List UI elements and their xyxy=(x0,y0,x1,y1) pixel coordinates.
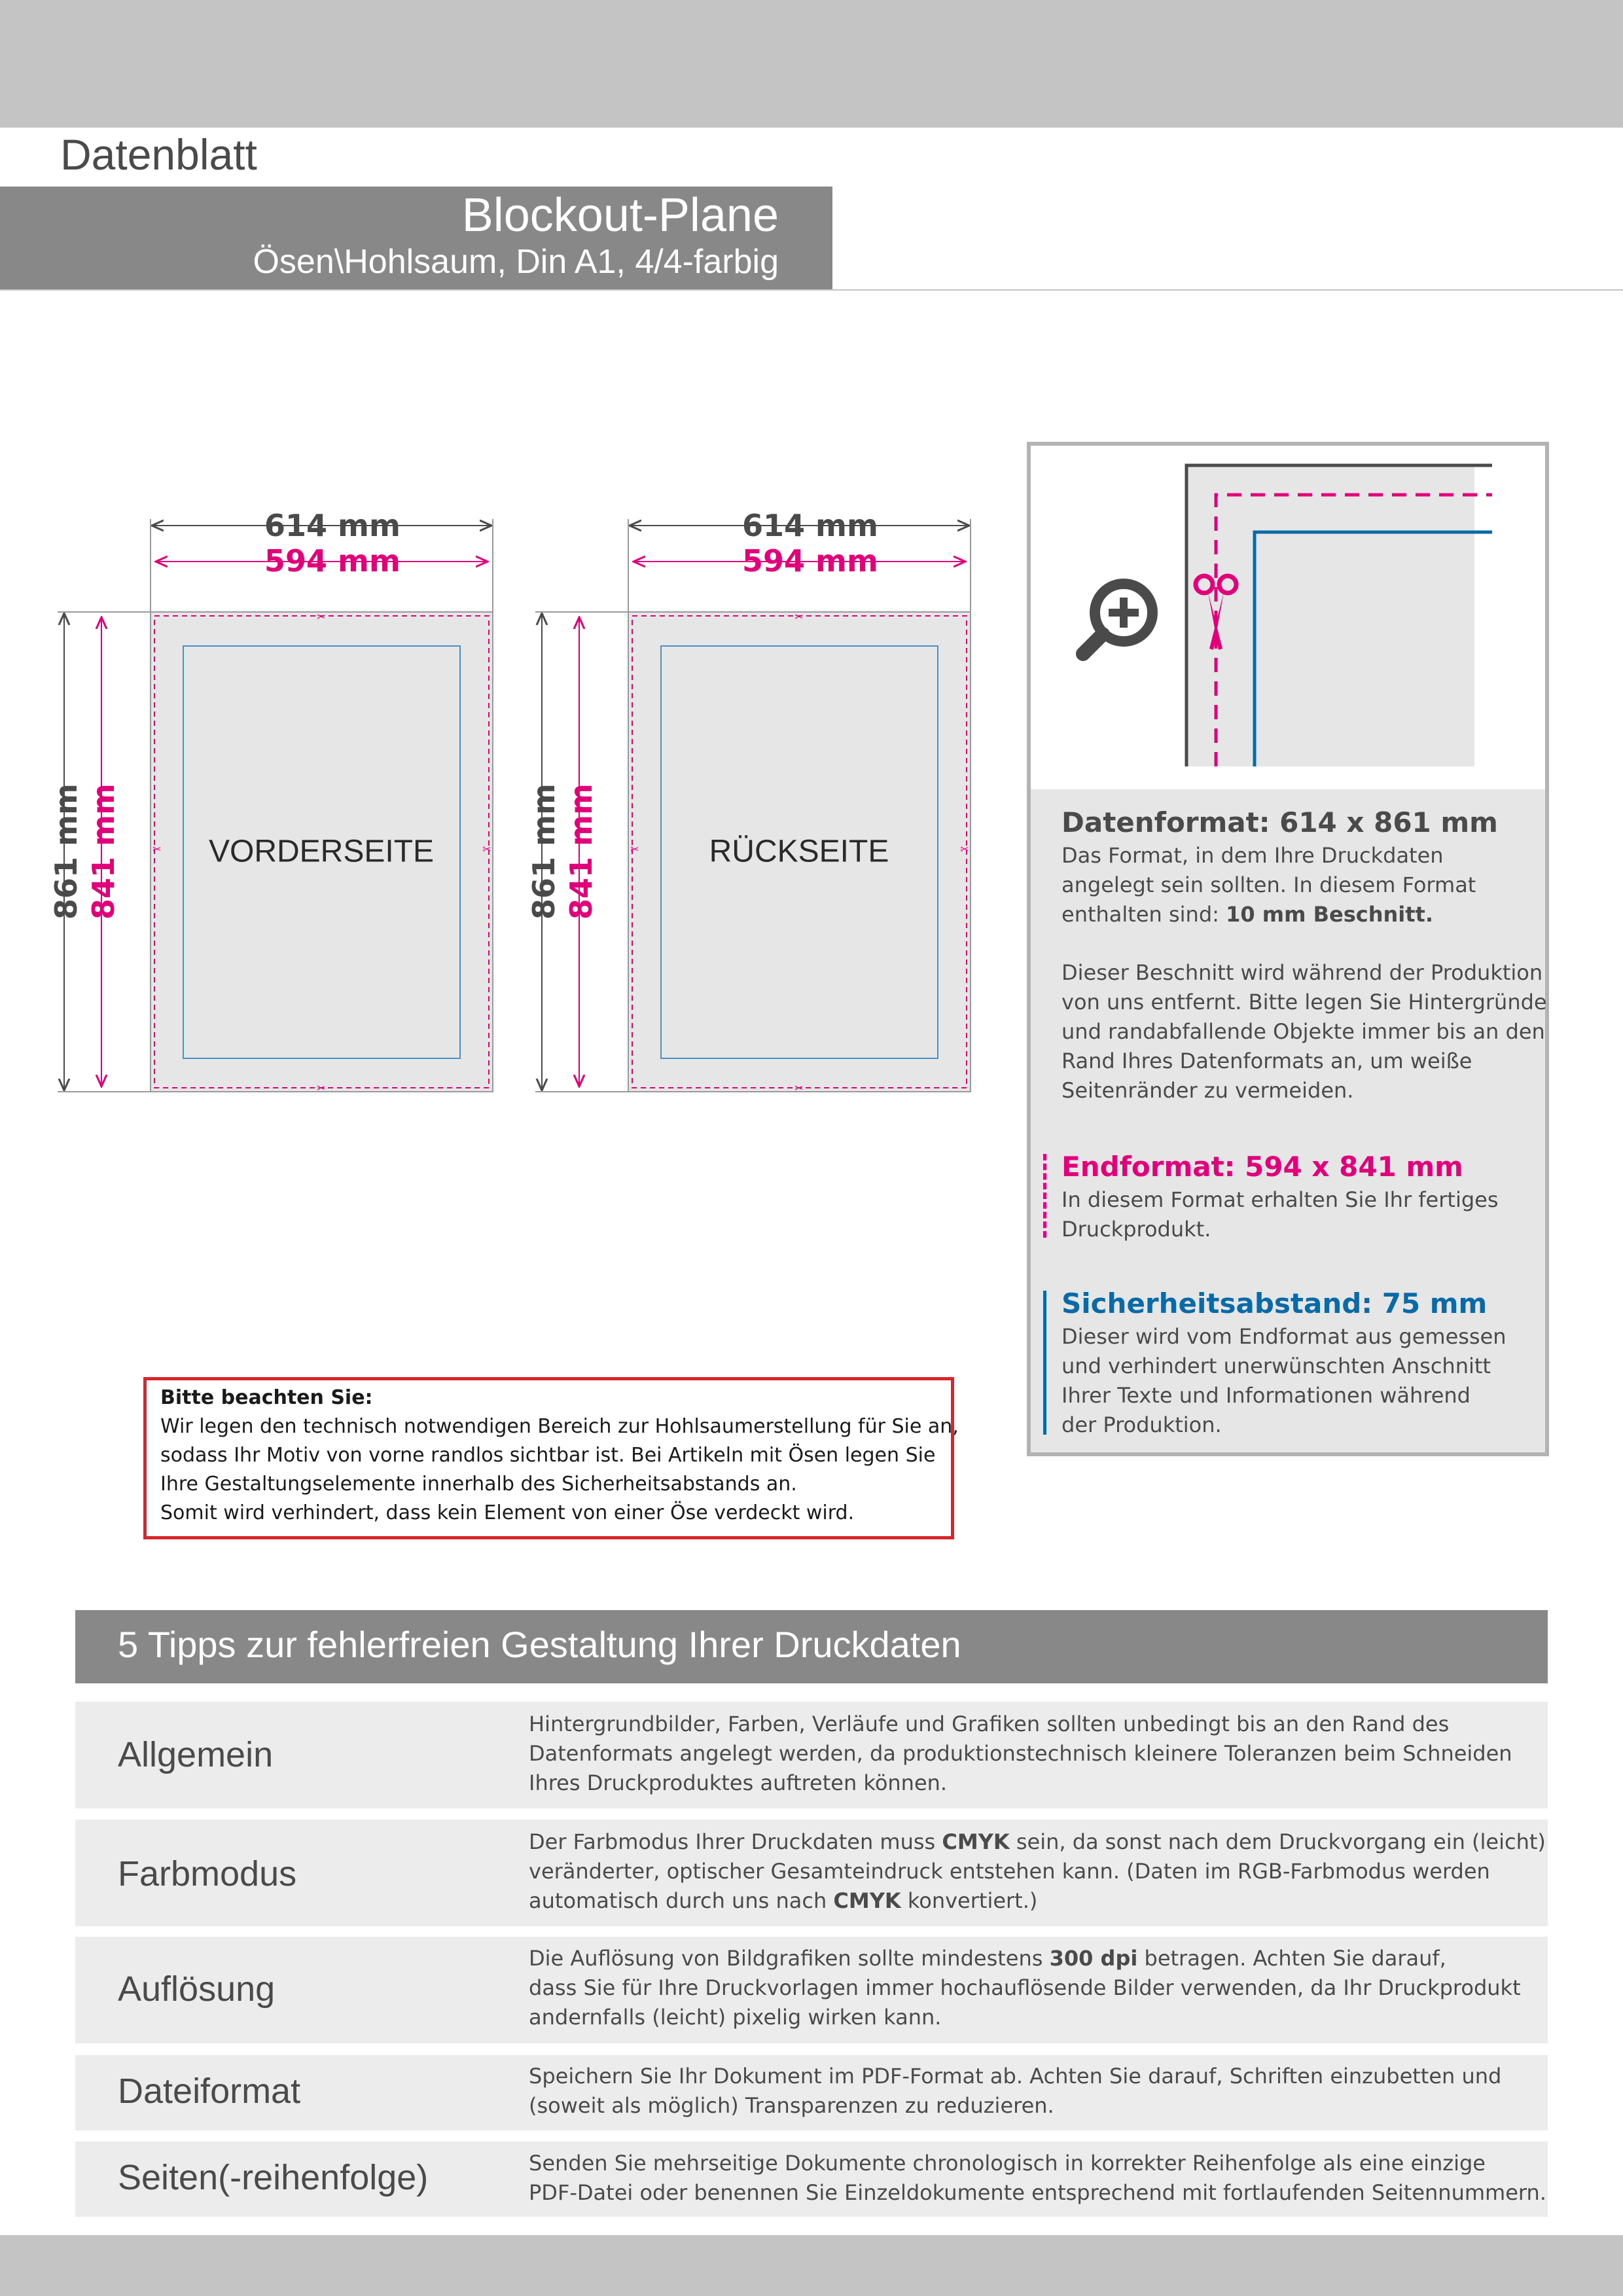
endformat-line-2: Druckprodukt. xyxy=(1061,1217,1211,1242)
front-width-total-label: 614 mm xyxy=(264,508,401,543)
tip-text-seiten-1: Senden Sie mehrseitige Dokumente chronologisch in korrekter Reihenfolge als eine einzige xyxy=(529,2151,1486,2176)
tip-text-aufloesung-1: Die Auflösung von Bildgrafiken sollte mindestens 300 dpi betragen. Achten Sie darauf, xyxy=(529,1946,1446,1971)
product-subtitle: Ösen\Hohlsaum, Din A1, 4/4-farbig xyxy=(253,243,779,281)
doc-type-label: Datenblatt xyxy=(60,130,257,179)
tip-name-aufloesung: Auflösung xyxy=(118,1969,276,2009)
tip-text-farbmodus-3: automatisch durch uns nach CMYK konvertiert.) xyxy=(529,1888,1038,1913)
tip-text-allgemein-2: Datenformats angelegt werden, da produktionstechnisch kleinere Toleranzen beim Schneiden xyxy=(529,1741,1512,1766)
endformat-title: Endformat: 594 x 841 mm xyxy=(1061,1151,1463,1183)
datenformat-title: Datenformat: 614 x 861 mm xyxy=(1061,806,1498,838)
back-diagram xyxy=(535,519,971,1094)
notice-line-1: Wir legen den technisch notwendigen Bereich zur Hohlsaumerstellung für Sie an, xyxy=(160,1415,959,1438)
product-title: Blockout-Plane xyxy=(461,189,779,242)
beschnitt-line-5: Seitenränder zu vermeiden. xyxy=(1061,1078,1354,1103)
tip-name-seiten: Seiten(-reihenfolge) xyxy=(118,2158,429,2197)
tip-text-dateiformat-2: (soweit als möglich) Transparenzen zu reduzieren. xyxy=(529,2093,1054,2118)
notice-line-4: Somit wird verhindert, dass kein Element von einer Öse verdeckt wird. xyxy=(160,1501,855,1524)
back-mini-scissors-left: ✂ xyxy=(630,843,639,855)
tip-text-aufloesung-2: dass Sie für Ihre Druckvorlagen immer hochauflösende Bilder verwenden, da Ihr Druckprodukt xyxy=(529,1975,1521,2000)
endformat-marker xyxy=(1043,1154,1046,1238)
front-mini-scissors-bottom: ✂ xyxy=(317,1082,326,1094)
tip-name-allgemein: Allgemein xyxy=(118,1735,274,1774)
bottom-band xyxy=(0,2235,1623,2296)
back-side-label: RÜCKSEITE xyxy=(709,834,889,869)
front-mini-scissors-right: ✂ xyxy=(482,843,491,855)
tip-text-farbmodus-2: veränderter, optischer Gesamteindruck entstehen kann. (Daten im RGB-Farbmodus werden xyxy=(529,1859,1490,1884)
beschnitt-line-4: Rand Ihres Datenformats an, um weiße xyxy=(1061,1049,1472,1073)
sicherheit-title: Sicherheitsabstand: 75 mm xyxy=(1061,1287,1488,1319)
datenformat-line-3: enthalten sind: 10 mm Beschnitt. xyxy=(1061,902,1433,927)
beschnitt-line-3: und randabfallende Objekte immer bis an den xyxy=(1061,1019,1545,1044)
notice-line-3: Ihre Gestaltungselemente innerhalb des Sicherheitsabstands an. xyxy=(160,1473,797,1496)
beschnitt-amount: 10 mm Beschnitt. xyxy=(1226,902,1433,927)
front-mini-scissors-left: ✂ xyxy=(152,843,162,855)
front-height-total-label: 861 mm xyxy=(48,783,84,920)
tip-name-farbmodus: Farbmodus xyxy=(118,1854,297,1893)
sicherheit-line-4: der Produktion. xyxy=(1061,1412,1222,1437)
beschnitt-line-2: von uns entfernt. Bitte legen Sie Hintergründe xyxy=(1061,990,1547,1014)
back-width-total-label: 614 mm xyxy=(742,508,878,543)
front-side-label: VORDERSEITE xyxy=(208,834,435,869)
endformat-line-1: In diesem Format erhalten Sie Ihr fertiges xyxy=(1061,1187,1499,1212)
tip-name-dateiformat: Dateiformat xyxy=(118,2072,301,2111)
zoom-plus-icon xyxy=(1083,584,1152,654)
front-width-final-label: 594 mm xyxy=(264,543,401,579)
front-diagram xyxy=(58,519,493,1094)
back-mini-scissors-right: ✂ xyxy=(960,843,969,855)
back-width-final-label: 594 mm xyxy=(742,543,878,579)
sicherheit-marker xyxy=(1043,1291,1046,1435)
back-height-total-label: 861 mm xyxy=(526,783,562,920)
zoom-detail xyxy=(1031,446,1545,789)
beschnitt-line-1: Dieser Beschnitt wird während der Produktion xyxy=(1061,960,1543,985)
tip-text-dateiformat-1: Speichern Sie Ihr Dokument im PDF-Format ab. Achten Sie darauf, Schriften einzubetten und xyxy=(529,2064,1502,2089)
back-mini-scissors-bottom: ✂ xyxy=(794,1082,804,1094)
tips-title: 5 Tipps zur fehlerfreien Gestaltung Ihrer Druckdaten xyxy=(118,1624,961,1665)
front-mini-scissors-top: ✂ xyxy=(317,611,326,623)
sicherheit-line-2: und verhindert unerwünschten Anschnitt xyxy=(1061,1354,1491,1378)
tip-text-allgemein-3: Ihres Druckproduktes auftreten können. xyxy=(529,1770,948,1795)
tip-text-seiten-2: PDF-Datei oder benennen Sie Einzeldokumente entsprechend mit fortlaufenden Seitennummern. xyxy=(529,2180,1546,2205)
tip-text-aufloesung-3: andernfalls (leicht) pixelig wirken kann. xyxy=(529,2005,942,2030)
notice-line-2: sodass Ihr Motiv von vorne randlos sichtbar ist. Bei Artikeln mit Ösen legen Sie xyxy=(160,1444,936,1467)
front-height-final-label: 841 mm xyxy=(86,783,121,920)
tip-text-farbmodus-1: Der Farbmodus Ihrer Druckdaten muss CMYK sein, da sonst nach dem Druckvorgang ein (leicht) xyxy=(529,1829,1546,1854)
notice-title: Bitte beachten Sie: xyxy=(160,1386,373,1409)
sicherheit-line-3: Ihrer Texte und Informationen während xyxy=(1061,1383,1471,1408)
datenformat-line-1: Das Format, in dem Ihre Druckdaten xyxy=(1061,843,1444,868)
datenformat-line-2: angelegt sein sollten. In diesem Format xyxy=(1061,872,1476,897)
back-mini-scissors-top: ✂ xyxy=(794,611,804,623)
back-height-final-label: 841 mm xyxy=(563,783,599,920)
sicherheit-line-1: Dieser wird vom Endformat aus gemessen xyxy=(1061,1324,1507,1349)
tip-text-allgemein-1: Hintergrundbilder, Farben, Verläufe und Grafiken sollten unbedingt bis an den Rand des xyxy=(529,1712,1450,1736)
